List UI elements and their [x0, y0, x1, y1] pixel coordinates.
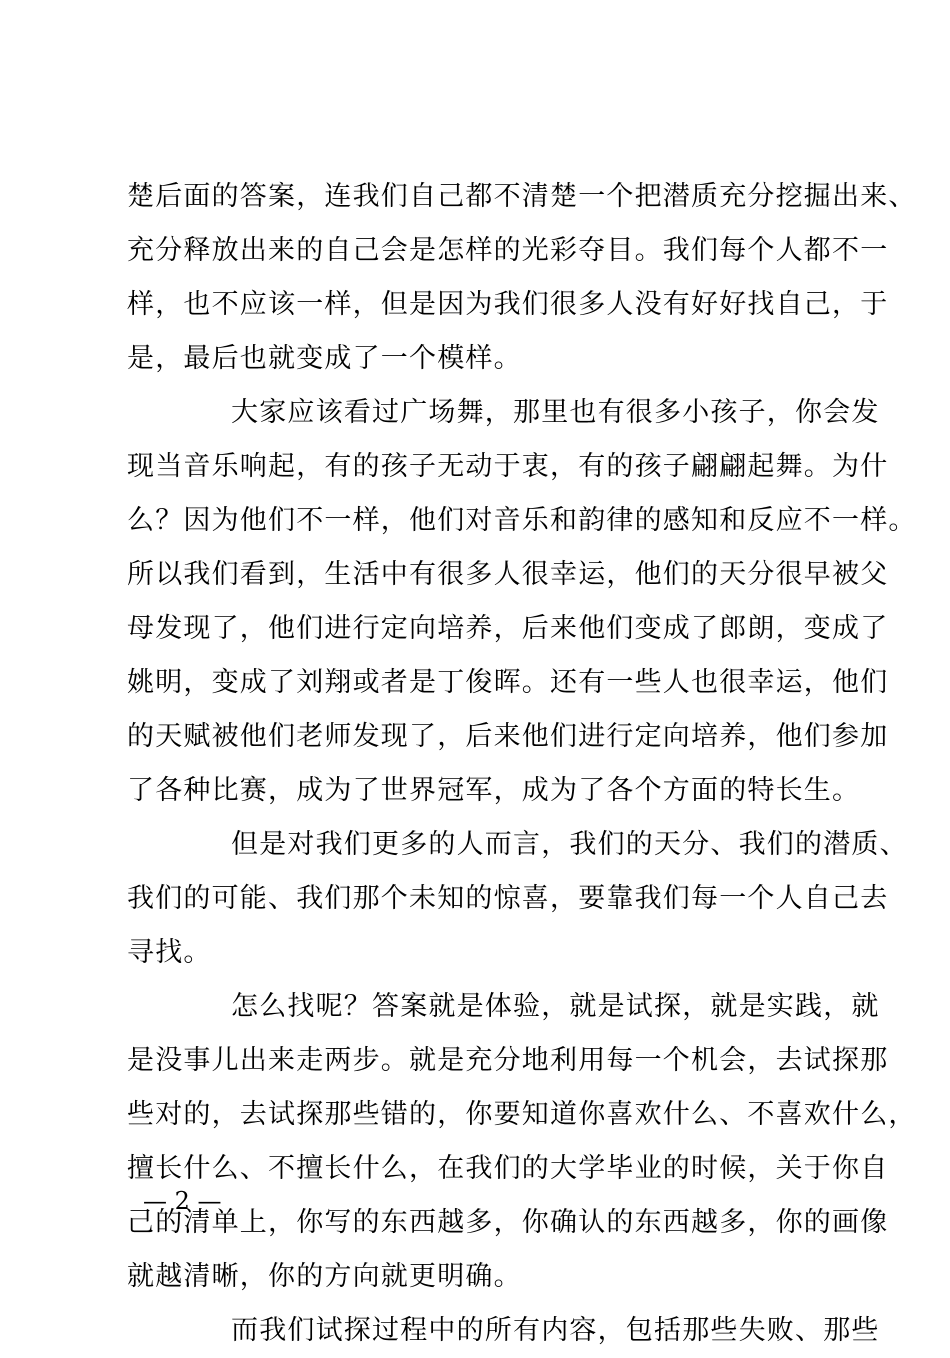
- text-line: 样，也不应该一样，但是因为我们很多人没有好好找自己，于: [127, 289, 889, 320]
- text-line: 大家应该看过广场舞，那里也有很多小孩子，你会发: [231, 397, 880, 428]
- text-line: 充分释放出来的自己会是怎样的光彩夺目。我们每个人都不一: [127, 235, 889, 266]
- text-line: 现当音乐响起，有的孩子无动于衷，有的孩子翩翩起舞。为什: [127, 451, 889, 482]
- text-line: 是，最后也就变成了一个模样。: [127, 343, 522, 374]
- body-text: [127, 170, 917, 1358]
- text-line: 怎么找呢？答案就是体验，就是试探，就是实践，就: [231, 991, 880, 1022]
- text-line: 么？因为他们不一样，他们对音乐和韵律的感知和反应不一样。: [127, 505, 917, 536]
- text-line: 楚后面的答案，连我们自己都不清楚一个把潜质充分挖掘出来、: [127, 181, 917, 212]
- text-line: 些对的，去试探那些错的，你要知道你喜欢什么、不喜欢什么，: [127, 1099, 917, 1130]
- text-line: 寻找。: [127, 937, 212, 968]
- text-line: 但是对我们更多的人而言，我们的天分、我们的潜质、: [231, 829, 908, 860]
- text-line: 而我们试探过程中的所有内容，包括那些失败、那些: [231, 1315, 880, 1346]
- text-line: 了各种比赛，成为了世界冠军，成为了各个方面的特长生。: [127, 775, 861, 806]
- text-line: 擅长什么、不擅长什么，在我们的大学毕业的时候，关于你自: [127, 1153, 889, 1184]
- text-line: 就越清晰，你的方向就更明确。: [127, 1261, 522, 1292]
- text-line: 我们的可能、我们那个未知的惊喜，要靠我们每一个人自己去: [127, 883, 889, 914]
- text-line: 的天赋被他们老师发现了，后来他们进行定向培养，他们参加: [127, 721, 889, 752]
- text-line: 己的清单上，你写的东西越多，你确认的东西越多，你的画像: [127, 1207, 889, 1238]
- text-line: 是没事儿出来走两步。就是充分地利用每一个机会，去试探那: [127, 1045, 889, 1076]
- text-line: 姚明，变成了刘翔或者是丁俊晖。还有一些人也很幸运，他们: [127, 667, 889, 698]
- text-line: 母发现了，他们进行定向培养，后来他们变成了郎朗，变成了: [127, 613, 889, 644]
- text-line: 所以我们看到，生活中有很多人很幸运，他们的天分很早被父: [127, 559, 889, 590]
- page-number: — 2 —: [143, 1187, 222, 1215]
